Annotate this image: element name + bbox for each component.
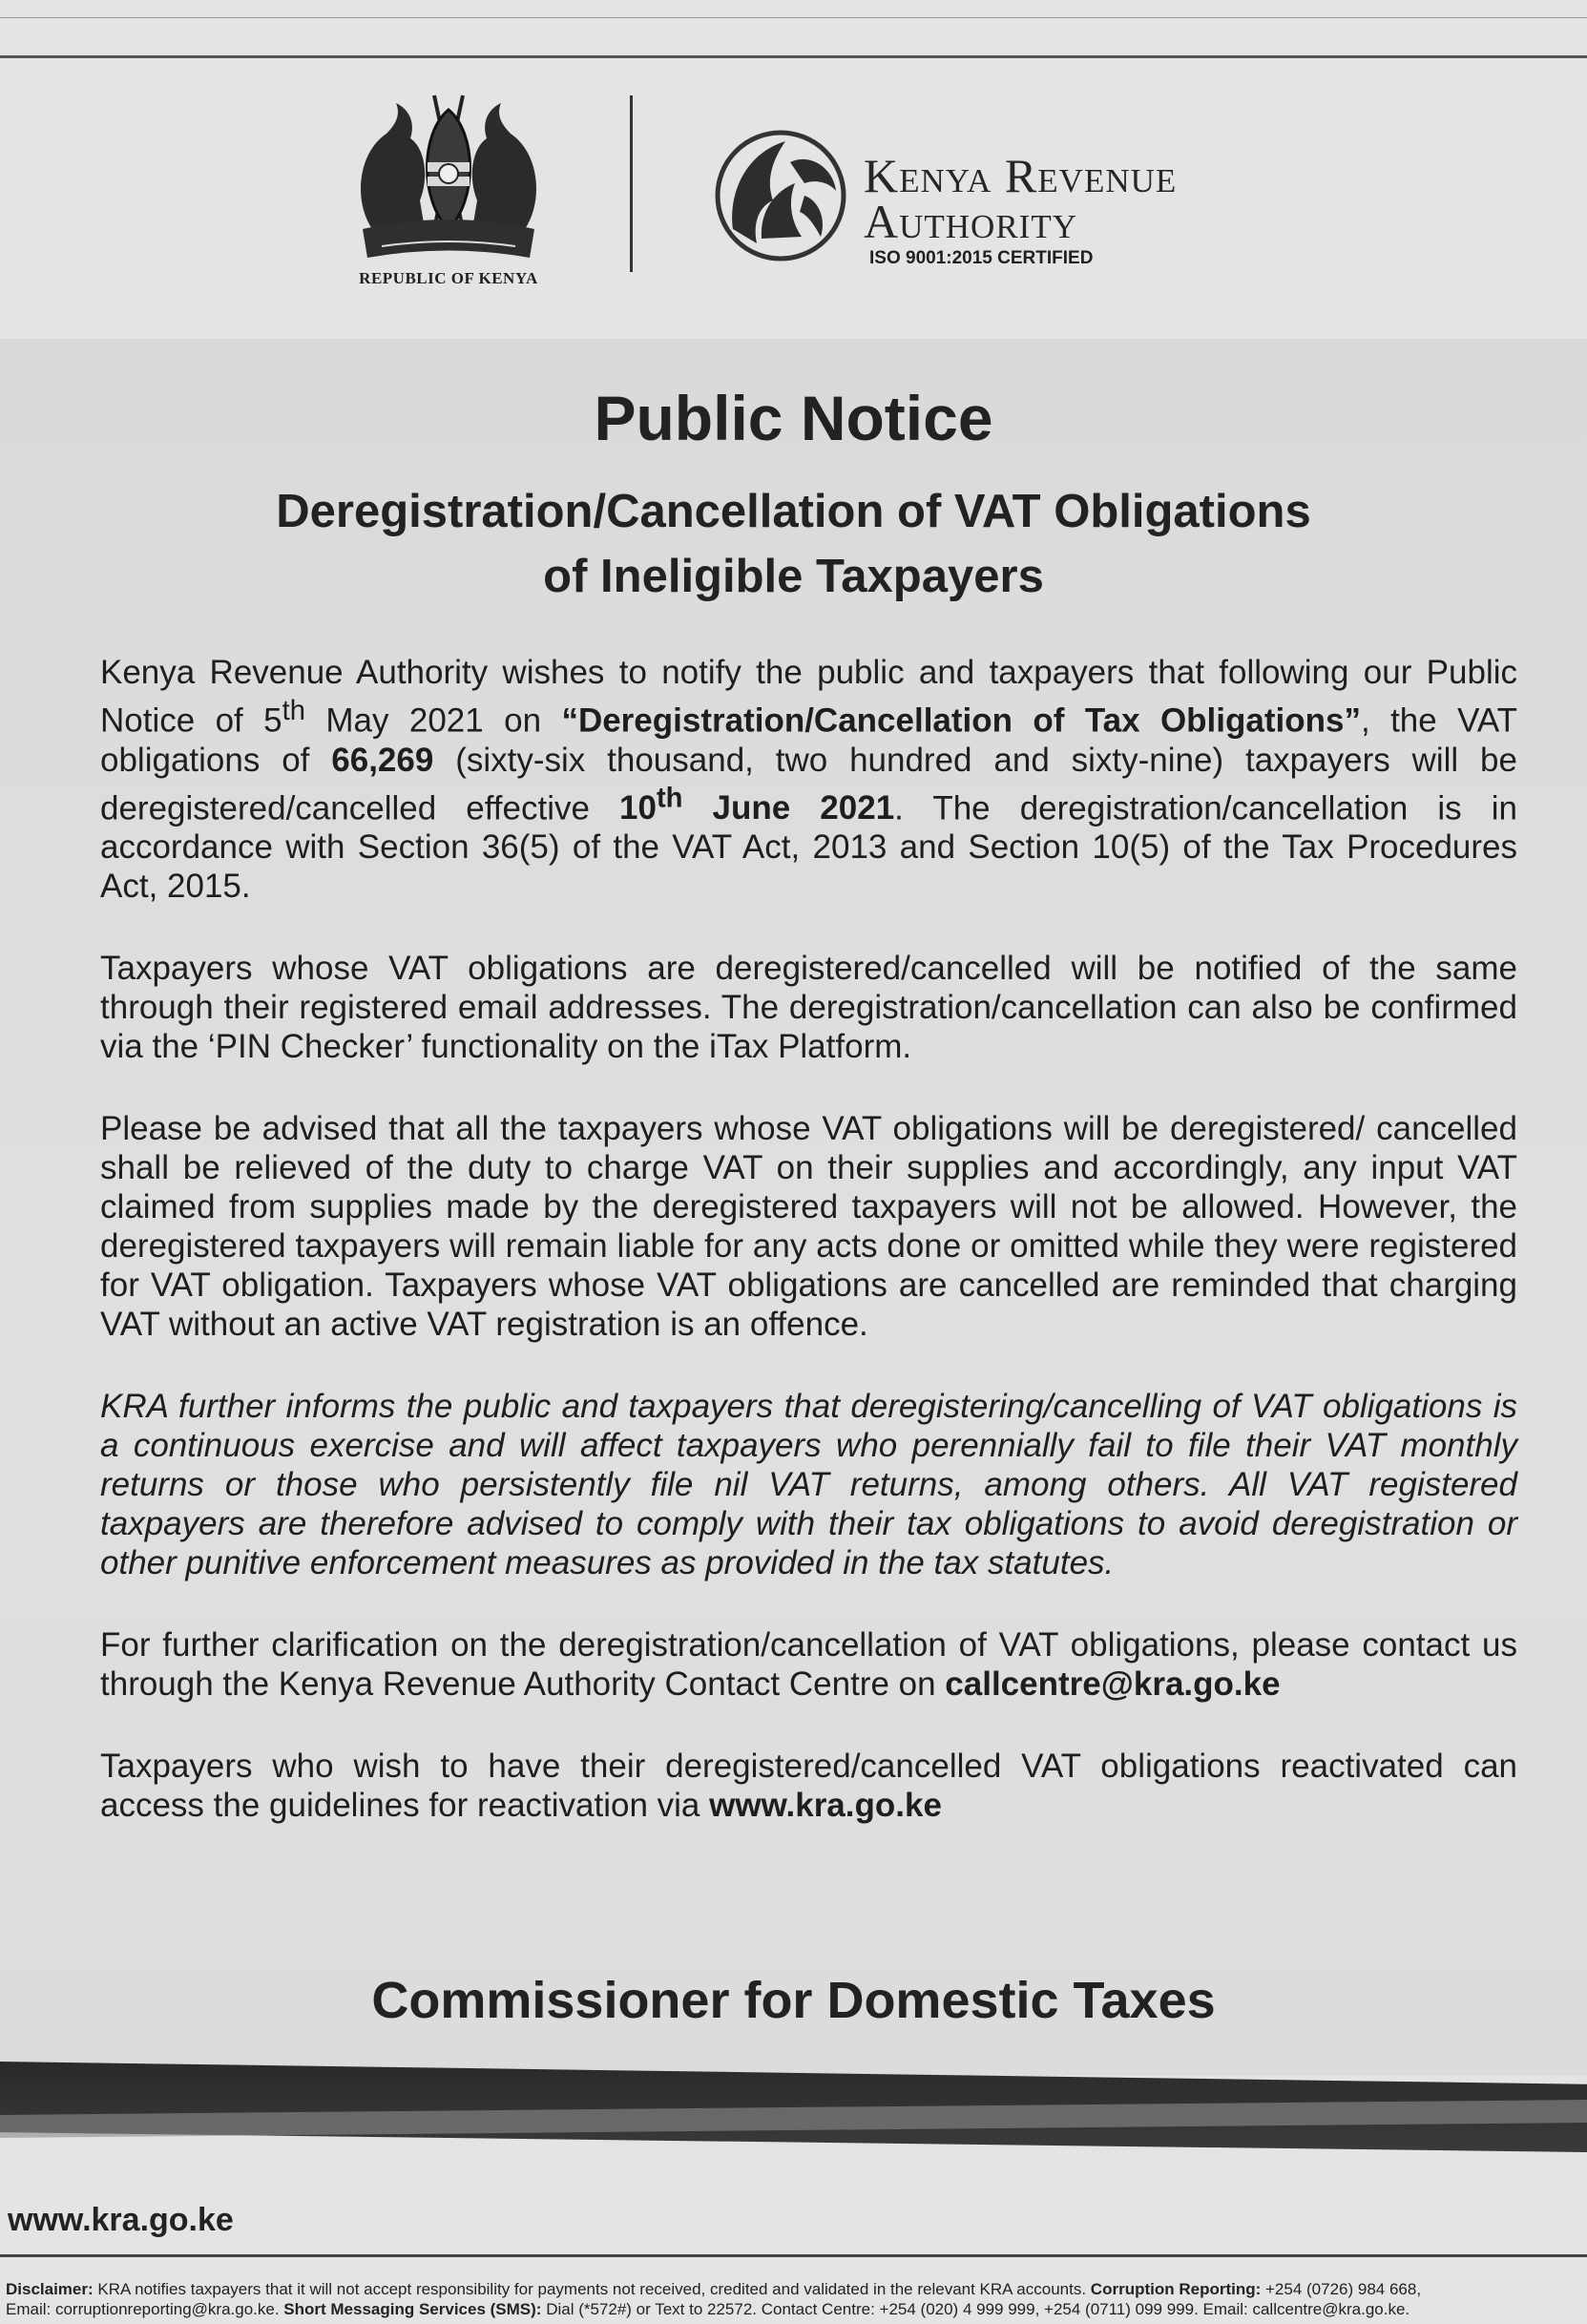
disclaimer-line2: Email: corruptionreporting@kra.go.ke. Short Messaging Services (SMS): Dial (*572#) or Text to 22572. Contact Centre: +254 (020) 4 999 999, +254 (0711) 099 999. Email: callcentre@kra.go.ke. bbox=[6, 2300, 1410, 2318]
disclaimer-line1: Disclaimer: KRA notifies taxpayers that it will not accept responsibility for payments not received, credited and validated in the relevant KRA accounts. Corruption Reporting: +254 (0726) 984 668, bbox=[6, 2280, 1422, 2298]
contact-email-link[interactable]: callcentre@kra.go.ke bbox=[945, 1665, 1281, 1704]
notice-subtitle-line2: of Ineligible Taxpayers bbox=[543, 551, 1044, 602]
paragraph-6: Taxpayers who wish to have their deregistered/cancelled VAT obligations reactivated can access the guidelines for reactivation via www.kra.go.ke bbox=[100, 1748, 1517, 1825]
top-thin-rule bbox=[0, 17, 1587, 18]
signature: Commissioner for Domestic Taxes bbox=[371, 1972, 1216, 2029]
notice-body bbox=[100, 653, 1517, 1868]
paragraph-3: Please be advised that all the taxpayers whose VAT obligations will be deregistered/ cancelled shall be relieved of the duty to charge VAT on their supplies and accordingly, any input VAT claimed from supplies made by the deregistered taxpayers will not be allowed. However, the deregistered taxpayers will remain liable for any acts done or omitted while they were registered for VAT obligation. Taxpayers whose VAT obligations are cancelled are reminded that charging VAT without an active VAT registration is an offence. bbox=[100, 1110, 1517, 1344]
kra-name-line1: Kenya Revenue bbox=[864, 149, 1178, 202]
top-rule bbox=[0, 55, 1587, 58]
logo-divider bbox=[630, 95, 633, 272]
paragraph-5: For further clarification on the deregistration/cancellation of VAT obligations, please contact us through the Kenya Revenue Authority Contact Centre on callcentre@kra.go.ke bbox=[100, 1626, 1517, 1704]
disclaimer bbox=[6, 2279, 1581, 2319]
footer-url-link[interactable]: www.kra.go.ke bbox=[8, 2202, 234, 2238]
kra-wordmark bbox=[864, 149, 1178, 269]
notice-title: Public Notice bbox=[594, 383, 993, 453]
notice-subtitle bbox=[172, 479, 1415, 609]
footer-rule bbox=[0, 2254, 1587, 2257]
paragraph-1: Kenya Revenue Authority wishes to notify the public and taxpayers that following our Public Notice of 5th May 2021 on “Deregistration/Cancellation of Tax Obligations”, the VAT obligations of 66,269 (sixty-six thousand, two hundred and sixty-nine) taxpayers will be deregistered/cancelled effective 10th June 2021. The deregistration/cancellation is in accordance with Section 36(5) of the VAT Act, 2013 and Section 10(5) of the Tax Procedures Act, 2015. bbox=[100, 654, 1517, 906]
kra-website-link[interactable]: www.kra.go.ke bbox=[709, 1787, 942, 1825]
coat-of-arms-caption: REPUBLIC OF KENYA bbox=[359, 269, 538, 287]
kra-iso-certification: ISO 9001:2015 CERTIFIED bbox=[869, 248, 1094, 268]
kra-logo bbox=[714, 124, 847, 267]
header bbox=[0, 86, 1587, 296]
kra-lion-logo-icon bbox=[714, 124, 847, 267]
paragraph-4: KRA further informs the public and taxpayers that deregistering/cancelling of VAT obligations is a continuous exercise and will affect taxpayers who perennially fail to file their VAT monthly returns or those who persistently file nil VAT returns, among others. All VAT registered taxpayers are therefore advised to comply with their tax obligations to avoid deregistration or other punitive enforcement measures as provided in the tax statutes. bbox=[100, 1388, 1517, 1582]
kra-name-line2: Authority bbox=[864, 195, 1077, 248]
notice-subtitle-line1: Deregistration/Cancellation of VAT Obligations bbox=[276, 486, 1311, 537]
coat-of-arms bbox=[344, 86, 553, 291]
kenya-coat-of-arms-icon bbox=[344, 86, 553, 267]
paragraph-2: Taxpayers whose VAT obligations are deregistered/cancelled will be notified of the same through their registered email addresses. The deregistration/cancellation can also be confirmed via the ‘PIN Checker’ functionality on the iTax Platform. bbox=[100, 950, 1517, 1066]
